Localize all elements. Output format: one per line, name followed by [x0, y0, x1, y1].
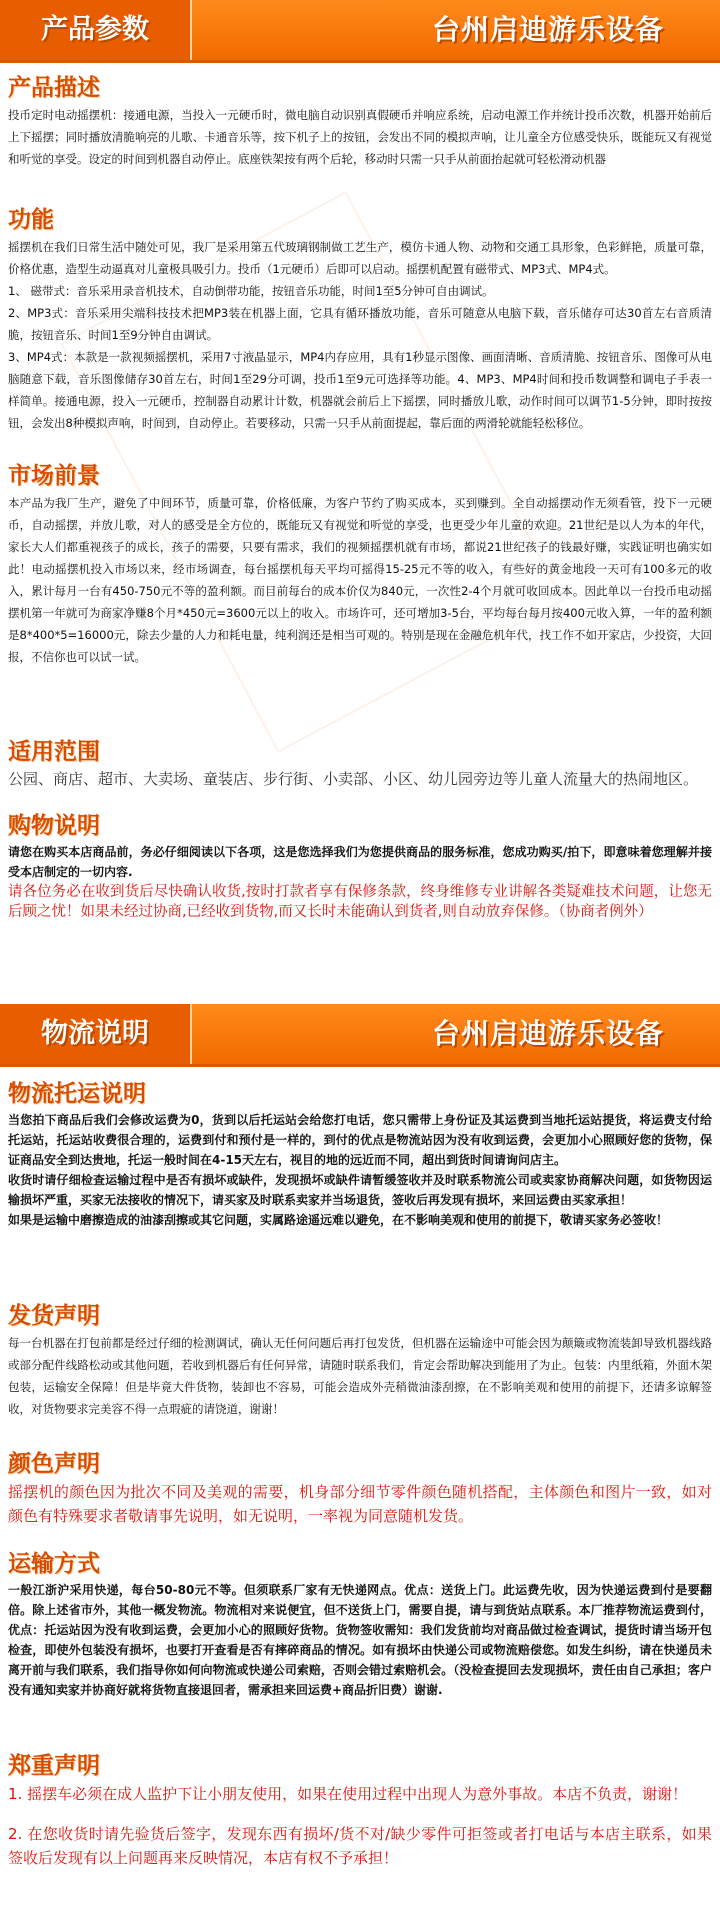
section-purchase [0, 812, 720, 922]
text-function-mp4: 3、MP4式：本款是一款视频摇摆机，采用7寸液晶显示，MP4内存应用，具有1秒显示图像、画面清晰、音质清脆、按钮音乐、图像可从电脑随意下载，音乐图像储存30首左右，时间1至29分可调，投币1至9元可选择等功能。4、MP3、MP4时间和投币数调整和调电子手表一样简单。接通电源，投入一元硬币，控制器自动累计计数，机器就会前后上下摇摆，同时播放儿歌，动作时间可以调节1-5分钟，即时按按钮，会发出8种模拟声响，时间到，自动停止。若要移动，只需一只手从前面提起，靠后面的两滑轮就能轻松移位。 [8, 350, 712, 430]
heading-color: 颜色声明 [8, 1450, 100, 1477]
banner-title-params: 产品参数 [41, 14, 149, 45]
text-logistics-pickup: 当您拍下商品后我们会修改运费为0，货到以后托运站会给您打电话，您只需带上身份证及其运费到当地托运站提货，将运费支付给托运站，托运站收费很合理的，运费到付和预付是一样的，到付的优点是物流站因为没有收到运费，会更加小心照顾好您的货物，保证商品安全到达贵地，托运一般时间在4-15天左右，视目的地的远近而不同，超出到货时间请询问店主。 [8, 1113, 712, 1167]
text-market: 本产品为我厂生产，避免了中间环节，质量可靠，价格低廉，为客户节约了购买成本，买到赚到。全自动摇摆动作无须看管，投下一元硬币，自动摇摆，并放儿歌，对人的感受是全方位的，既能玩又有视觉和听觉的享受，也更受少年儿童的欢迎。21世纪是以人为本的年代，家长大人们都重视孩子的成长，孩子的需要，只要有需求，我们的视频摇摆机就有市场，都说21世纪孩子的钱最好赚，实践证明也确实如此！电动摇摆机投入市场以来，经市场调查，每台摇摆机每天平均可摇得15-25元不等的收入，有些好的黄金地段一天可有100多元的收入，累计每月一台有450-750元不等的盈利额。而目前每台的成本价仅为840元，一次性2-4个月就可收回成本。因此单以一台投币电动摇摆机第一年就可为商家净赚8个月*450元=3600元以上的收入。市场许可，还可增加3-5台，平均每台每月按400元收入算，一年的盈利额是8*400*5=16000元，除去少量的人力和耗电量，纯利润还是相当可观的。特别是现在金融危机年代，找工作不如开家店，少投资，大回报，不信你也可以试一试。 [8, 496, 712, 664]
heading-function: 功能 [8, 206, 54, 233]
banner-shop-name: 台州启迪游乐设备 [431, 13, 664, 46]
header-banner-logistics [0, 1004, 720, 1064]
section-logistics [0, 1080, 720, 1230]
text-notice-item-2: 2. 在您收货时请先验货后签字，发现东西有损坏/货不对/缺少零件可拒签或者打电话与本店主联系，如果签收后发现有以上问题再来反映情况，本店有权不予承担！ [8, 1825, 712, 1867]
heading-product-description: 产品描述 [8, 74, 100, 101]
header-banner-params [0, 0, 720, 60]
text-transport: 一般江浙沪采用快递，每台50-80元不等。但须联系厂家有无快递网点。优点：送货上门。此运费先收，因为快递运费到付是要翻倍。除上述省市外，其他一概发物流。物流相对来说便宜，但不送货上门，需要自提，请与到货站点联系。本厂推荐物流运费到付，优点：托运站因为没有收到运费，会更加小心的照顾好货物。货物签收需知：我们发货前均对商品做过检查调试，提货时请当场开包检查，即使外包装没有损坏，也要打开查看是否有摔碎商品的情况。如有损坏由快递公司或物流赔偿您。如发生纠纷，请在快递员未离开前与我们联系，我们指导你如何向物流或快递公司索赔，否则会错过索赔机会。（没检查提回去发现损坏，责任由自己承担；客户没有通知卖家并协商好就将货物直接退回者，需承担来回运费+商品折旧费）谢谢. [8, 1583, 712, 1697]
heading-notice: 郑重声明 [8, 1752, 100, 1779]
section-market [0, 462, 720, 668]
section-product-description [0, 74, 720, 170]
text-function-intro: 摇摆机在我们日常生活中随处可见，我厂是采用第五代玻璃钢制做工艺生产，模仿卡通人物、动物和交通工具形象，色彩鲜艳，质量可靠，价格优惠，造型生动逼真对儿童极具吸引力。投币（1元硬币）后即可以启动。摇摆机配置有磁带式、MP3式、MP4式。 [8, 240, 712, 276]
section-transport [0, 1550, 720, 1700]
heading-purchase: 购物说明 [8, 812, 100, 839]
text-logistics-scratch: 如果是运输中磨擦造成的油漆刮擦或其它问题，实属路途遥远难以避免，在不影响美观和使用的前提下，敬请买家务必签收！ [8, 1213, 669, 1227]
section-scope [0, 738, 720, 790]
heading-shipping: 发货声明 [8, 1302, 100, 1329]
heading-logistics: 物流托运说明 [8, 1080, 146, 1107]
text-function-cassette: 1、 磁带式：音乐采用录音机技术，自动倒带功能，按钮音乐功能，时间1至5分钟可自由调试。 [8, 284, 494, 298]
text-purchase-notice: 请您在购买本店商品前，务必仔细阅读以下各项，这是您选择我们为您提供商品的服务标准，您成功购买/拍下，即意味着您理解并接受本店制定的一切内容. [8, 845, 712, 879]
section-function [0, 206, 720, 434]
section-shipping [0, 1302, 720, 1420]
text-scope: 公园、商店、超市、大卖场、童装店、步行街、小卖部、小区、幼儿园旁边等儿童人流量大的热闹地区。 [8, 770, 699, 788]
banner-shop-name-2: 台州启迪游乐设备 [431, 1017, 664, 1050]
text-shipping: 每一台机器在打包前都是经过仔细的检测调试，确认无任何问题后再打包发货，但机器在运输途中可能会因为颠簸或物流装卸导致机器线路或部分配件线路松动或其他问题，若收到机器后有任何异常，请随时联系我们，肯定会帮助解决到能用了为止。包装：内里纸箱，外面木架包装，运输安全保障！但是毕竟大件货物，装卸也不容易，可能会造成外壳稍微油漆刮擦，在不影响美观和使用的前提下，还请多谅解签收，对货物要求完美容不得一点瑕疵的请饶道，谢谢！ [8, 1336, 712, 1416]
text-function-mp3: 2、MP3式：音乐采用尖端科技技术把MP3装在机器上面，它具有循环播放功能，音乐可随意从电脑下载，音乐储存可达30首左右音质清脆，按钮音乐、时间1至9分钟自由调试。 [8, 306, 712, 342]
heading-scope: 适用范围 [8, 738, 100, 765]
text-product-description: 投币定时电动摇摆机：接通电源，当投入一元硬币时，微电脑自动识别真假硬币并响应系统，启动电源工作并统计投币次数，机器开始前后上下摇摆；同时播放清脆响亮的儿歌、卡通音乐等，按下机子上的按钮，会发出不同的模拟声响，让儿童全方位感受快乐，既能玩又有视觉和听觉的享受。设定的时间到机器自动停止。底座铁架按有两个后轮，移动时只需一只手从前面抬起就可轻松滑动机器 [8, 108, 712, 166]
heading-market: 市场前景 [8, 462, 100, 489]
section-color [0, 1450, 720, 1528]
heading-transport: 运输方式 [8, 1550, 100, 1577]
text-purchase-warranty: 请各位务必在收到货后尽快确认收货,按时打款者享有保修条款，终身维修专业讲解各类疑难技术问题，让您无后顾之忧！如果未经过协商,已经收到货物,而又长时未能确认到货者,则自动放弃保修。（协商者例外） [8, 884, 712, 920]
text-logistics-inspection: 收货时请仔细检查运输过程中是否有损坏或缺件，发现损坏或缺件请暂缓签收并及时联系物流公司或卖家协商解决问题，如货物因运输损坏严重，买家无法接收的情况下，请买家及时联系卖家并当场退货，签收后再发现有损坏，来回运费由买家承担！ [8, 1173, 712, 1207]
section-notice [0, 1752, 720, 1870]
banner-title-logistics: 物流说明 [41, 1018, 149, 1049]
text-notice-item-1: 1. 摇摆车必须在成人监护下让小朋友使用，如果在使用过程中出现人为意外事故。本店不负责，谢谢！ [8, 1785, 688, 1803]
text-color: 摇摆机的颜色因为批次不同及美观的需要，机身部分细节零件颜色随机搭配，主体颜色和图片一致，如对颜色有特殊要求者敬请事先说明，如无说明，一率视为同意随机发货。 [8, 1483, 712, 1525]
